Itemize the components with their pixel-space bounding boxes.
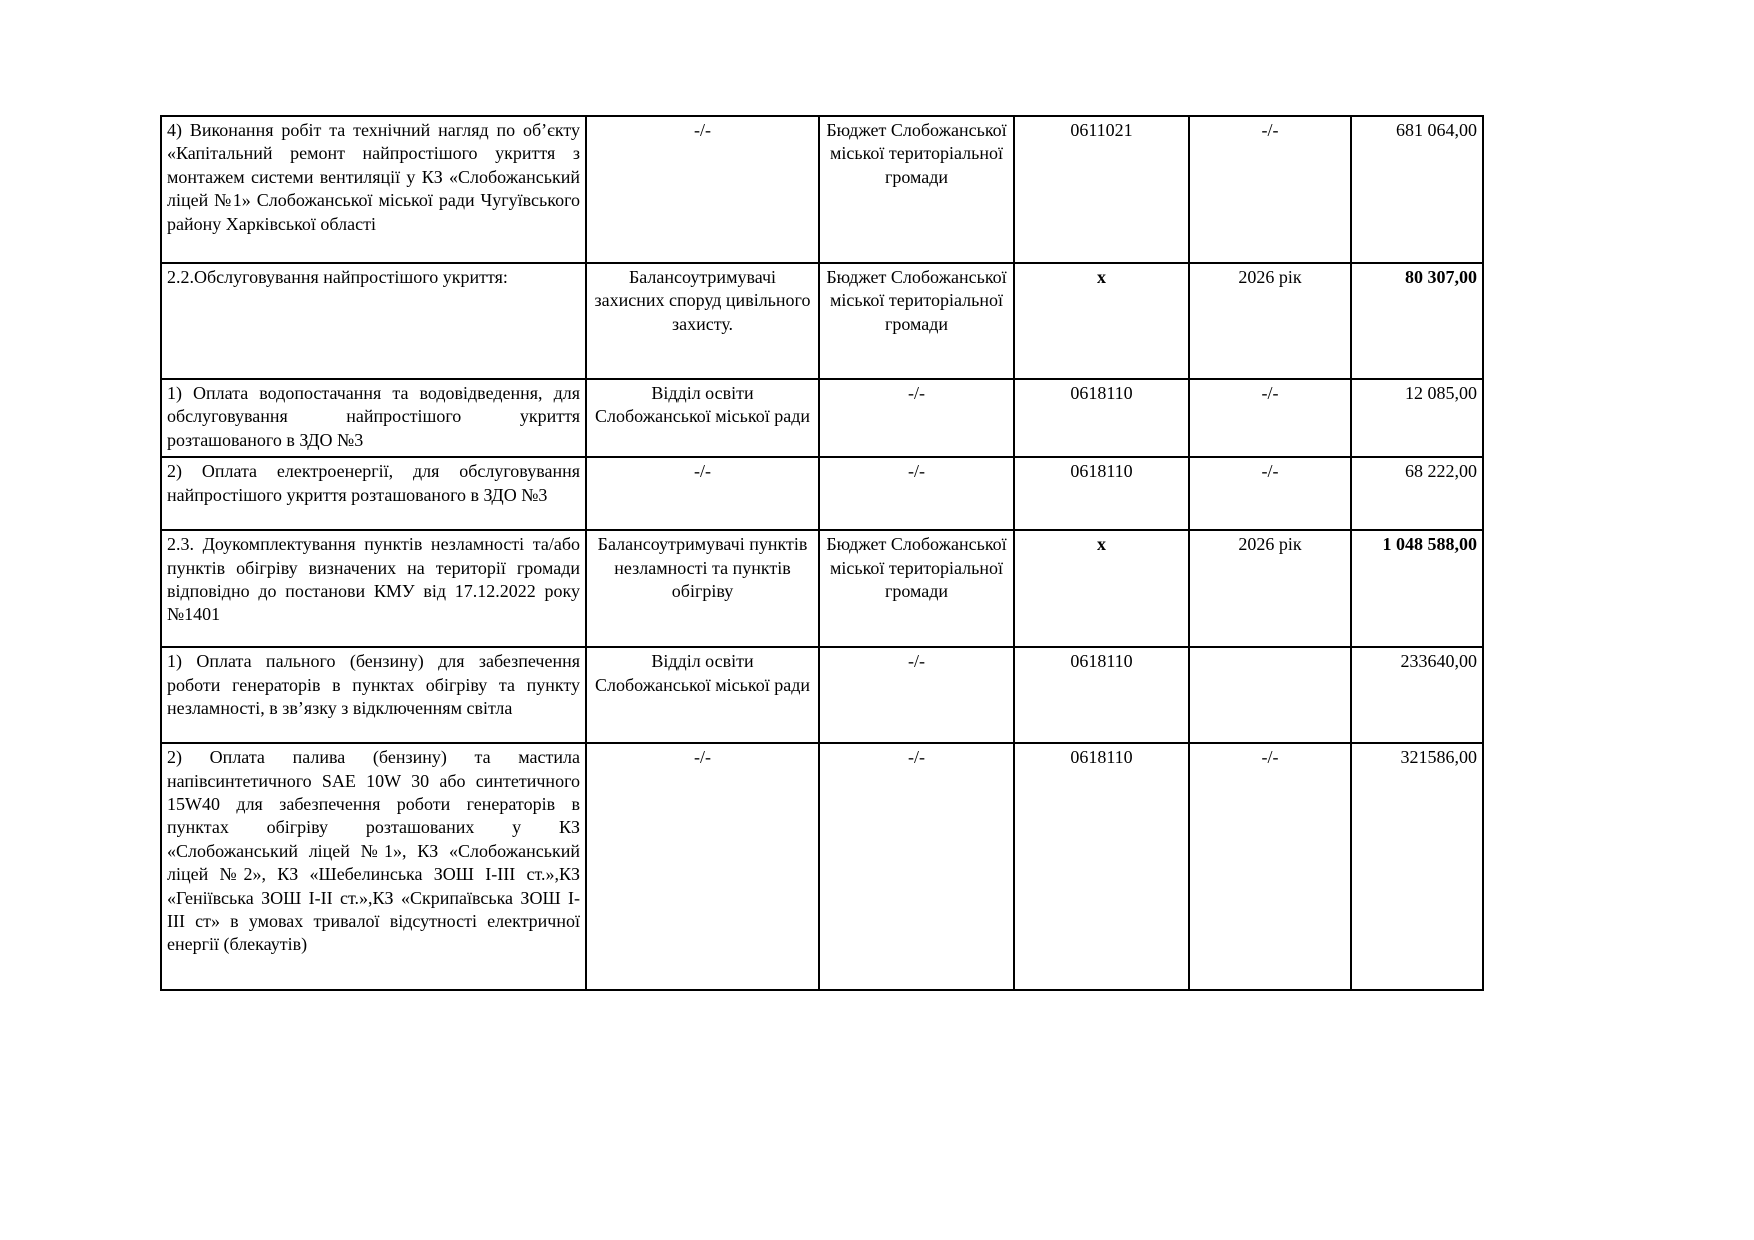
budget-table	[160, 115, 1484, 991]
table-cell-executor: -/-	[586, 457, 819, 530]
table-cell-funding-source: -/-	[819, 457, 1014, 530]
table-cell-amount: 68 222,00	[1351, 457, 1483, 530]
table-row	[161, 263, 1483, 379]
table-cell-executor: Відділ освіти Слобожанської міської ради	[586, 379, 819, 457]
table-cell-executor: Балансоутримувачі захисних споруд цивільного захисту.	[586, 263, 819, 379]
table-row	[161, 457, 1483, 530]
table-cell-program-code: 0618110	[1014, 379, 1189, 457]
table-cell-funding-source: -/-	[819, 379, 1014, 457]
table-row	[161, 116, 1483, 263]
table-cell-term: -/-	[1189, 379, 1351, 457]
table-cell-description: 1) Оплата водопостачання та водовідведення, для обслуговування найпростішого укриття розташованого в ЗДО №3	[161, 379, 586, 457]
table-cell-amount: 321586,00	[1351, 743, 1483, 990]
table-cell-funding-source: -/-	[819, 743, 1014, 990]
table-cell-executor: Відділ освіти Слобожанської міської ради	[586, 647, 819, 743]
table-cell-executor: -/-	[586, 743, 819, 990]
table-cell-executor: Балансоутримувачі пунктів незламності та пунктів обігріву	[586, 530, 819, 647]
table-cell-term: 2026 рік	[1189, 263, 1351, 379]
table-cell-term: -/-	[1189, 743, 1351, 990]
table-cell-description: 2.3. Доукомплектування пунктів незламності та/або пунктів обігріву визначених на території громади відповідно до постанови КМУ від 17.12.2022 року №1401	[161, 530, 586, 647]
table-cell-description: 1) Оплата пального (бензину) для забезпечення роботи генераторів в пунктах обігріву та пункту незламності, в зв’язку з відключенням світла	[161, 647, 586, 743]
table-cell-description: 2.2.Обслуговування найпростішого укриття:	[161, 263, 586, 379]
table-cell-term	[1189, 647, 1351, 743]
table-cell-program-code: 0611021	[1014, 116, 1189, 263]
table-cell-program-code: х	[1014, 530, 1189, 647]
table-row	[161, 530, 1483, 647]
table-cell-funding-source: Бюджет Слобожанської міської територіальної громади	[819, 530, 1014, 647]
table-cell-description: 2) Оплата палива (бензину) та мастила напівсинтетичного SAE 10W 30 або синтетичного 15W40 для забезпечення роботи генераторів в пунктах обігріву розташованих у КЗ «Слобожанський ліцей №1», КЗ «Слобожанський ліцей №2», КЗ «Шебелинська ЗОШ І-ІІІ ст.»,КЗ «Геніївська ЗОШ І-ІІ ст.»,КЗ «Скрипаївська ЗОШ І-ІІІ ст» в умовах тривалої відсутності електричної енергії (блекаутів)	[161, 743, 586, 990]
table-cell-amount: 80 307,00	[1351, 263, 1483, 379]
table-row	[161, 379, 1483, 457]
table-cell-program-code: х	[1014, 263, 1189, 379]
table-cell-program-code: 0618110	[1014, 457, 1189, 530]
table-cell-funding-source: Бюджет Слобожанської міської територіальної громади	[819, 263, 1014, 379]
table-cell-program-code: 0618110	[1014, 743, 1189, 990]
table-row	[161, 743, 1483, 990]
table-cell-term: -/-	[1189, 457, 1351, 530]
table-cell-description: 2) Оплата електроенергії, для обслуговування найпростішого укриття розташованого в ЗДО №3	[161, 457, 586, 530]
table-cell-description: 4) Виконання робіт та технічний нагляд по об’єкту «Капітальний ремонт найпростішого укриття з монтажем системи вентиляції у КЗ «Слобожанський ліцей №1» Слобожанської міської ради Чугуївського району Харківської області	[161, 116, 586, 263]
table-cell-executor: -/-	[586, 116, 819, 263]
table-cell-term: -/-	[1189, 116, 1351, 263]
table-cell-amount: 681 064,00	[1351, 116, 1483, 263]
table-cell-funding-source: Бюджет Слобожанської міської територіальної громади	[819, 116, 1014, 263]
table-cell-funding-source: -/-	[819, 647, 1014, 743]
table-cell-program-code: 0618110	[1014, 647, 1189, 743]
table-cell-amount: 233640,00	[1351, 647, 1483, 743]
table-cell-amount: 1 048 588,00	[1351, 530, 1483, 647]
table-cell-term: 2026 рік	[1189, 530, 1351, 647]
table-cell-amount: 12 085,00	[1351, 379, 1483, 457]
table-row	[161, 647, 1483, 743]
